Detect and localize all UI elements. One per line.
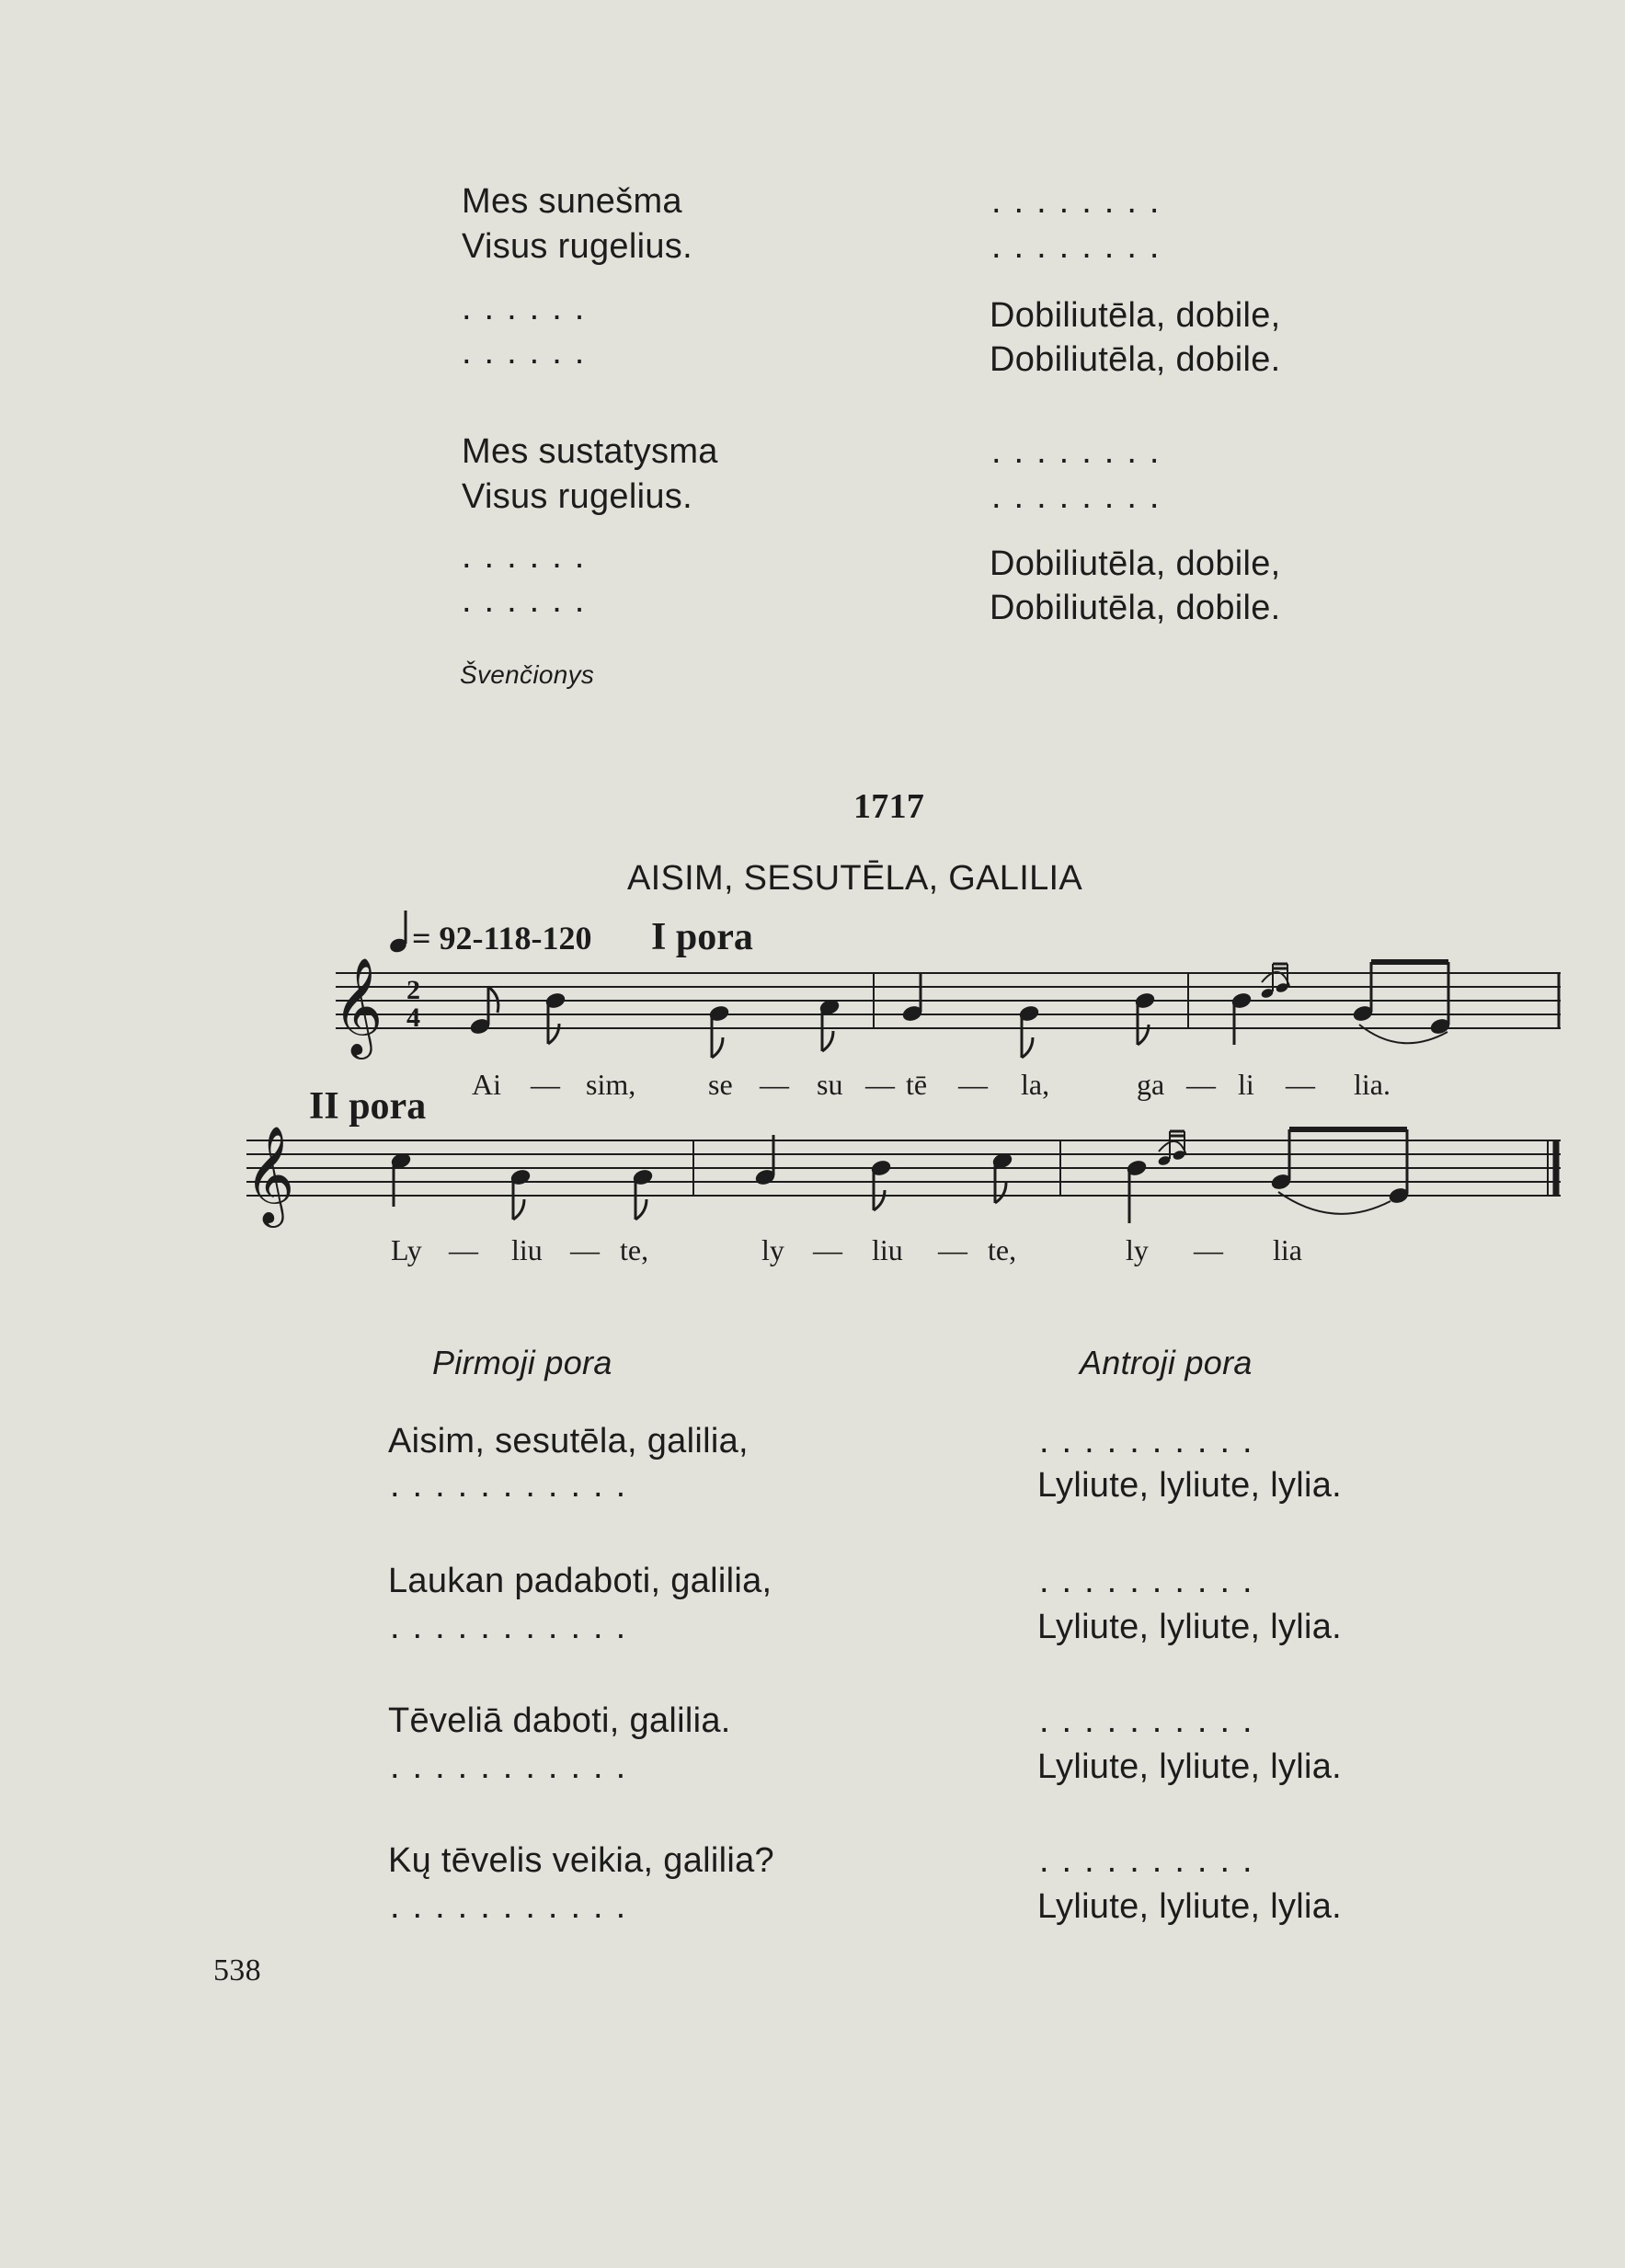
staff-1 [336,973,1561,1028]
lyric-syllable: li [1238,1068,1254,1101]
stanza-3-response: Lyliute, lyliute, lylia. [1037,1747,1343,1786]
verse-b-line-2: Visus rugelius. [462,477,692,516]
lyric-syllable: liu [872,1233,903,1266]
verse-b-refrain-2: Dobiliutēla, dobile. [990,589,1281,627]
verse-a-line-2: Visus rugelius. [462,227,692,266]
verse-a-line-1: Mes sunešma [462,182,682,221]
time-signature-top: 2 [406,975,420,1005]
stanza-4-lead: Kų tēvelis veikia, galilia? [388,1841,774,1880]
verse-a-dots-left-2: ...... [462,333,598,372]
stanza-1-response: Lyliute, lyliute, lylia. [1037,1466,1343,1505]
lyric-syllable: ly [1126,1233,1149,1266]
tempo-marking [388,911,753,958]
lyric-dash: — [531,1068,560,1101]
stanza-3-lead: Tēveliā daboti, galilia. [388,1701,731,1740]
lyric-dash: — [958,1068,988,1101]
verse-a-dots-right-1: ........ [991,182,1173,221]
stanza-4-dots-right: .......... [1039,1841,1265,1880]
time-signature-bottom: 4 [406,1002,420,1033]
stanza-1-dots-left: ........... [390,1466,639,1505]
lyric-dash: — [1286,1068,1315,1101]
staff-2 [246,1140,1561,1196]
verse-b-line-1: Mes sustatysma [462,432,718,471]
lyric-syllable: se [708,1068,733,1101]
lyric-dash: — [570,1233,600,1266]
stanza-2-response: Lyliute, lyliute, lylia. [1037,1608,1343,1646]
stanza-2-lead: Laukan padaboti, galilia, [388,1562,772,1600]
lyric-dash: — [1186,1068,1216,1101]
stanza-1-lead: Aisim, sesutēla, galilia, [388,1422,749,1460]
part-two-label: II pora [309,1085,427,1128]
lyric-dash: — [938,1233,967,1266]
lyric-syllable: lia. [1354,1068,1390,1101]
lyrics-line-2 [391,1233,1302,1266]
verse-b-dots-right-1: ........ [991,432,1173,471]
verse-b-dots-right-2: ........ [991,477,1173,516]
treble-clef-icon: 𝄞 [245,1128,295,1221]
lyric-syllable: su [817,1068,843,1101]
lyric-syllable: la, [1021,1068,1050,1101]
lyric-dash: — [1194,1233,1223,1266]
tempo-value: = 92-118-120 [412,920,592,956]
stanza-2-dots-right: .......... [1039,1562,1265,1600]
treble-clef-icon: 𝄞 [333,959,383,1053]
second-pair-heading: Antroji pora [1080,1344,1253,1381]
stanza-3-dots-left: ........... [390,1747,639,1786]
verse-b-dots-left-2: ...... [462,581,598,620]
verse-b-refrain-1: Dobiliutēla, dobile, [990,544,1281,583]
verse-a-refrain-2: Dobiliutēla, dobile. [990,340,1281,379]
verse-a-dots-left-1: ...... [462,289,598,327]
stanza-4-dots-left: ........... [390,1887,639,1926]
lyric-syllable: liu [511,1233,543,1266]
lyric-dash: — [760,1068,789,1101]
stanza-4-response: Lyliute, lyliute, lylia. [1037,1887,1343,1926]
verse-a-dots-right-2: ........ [991,227,1173,266]
song-number: 1717 [853,787,925,826]
lyric-syllable: lia [1273,1233,1302,1266]
verse-b-dots-left-1: ...... [462,537,598,576]
stanza-3-dots-right: .......... [1039,1701,1265,1740]
first-pair-heading: Pirmoji pora [432,1344,612,1381]
place-name: Švenčionys [460,660,595,689]
lyric-syllable: ga [1137,1068,1165,1101]
stanza-1-dots-right: .......... [1039,1422,1265,1460]
verse-a-refrain-1: Dobiliutēla, dobile, [990,296,1281,335]
lyric-dash: — [449,1233,478,1266]
notes-staff-2 [390,1129,1410,1223]
lyric-syllable: tē [906,1068,928,1101]
lyric-syllable: ly [761,1233,784,1266]
lyric-dash: — [813,1233,842,1266]
lyric-syllable: te, [620,1233,649,1266]
part-one-label: I pora [651,916,753,958]
song-title: AISIM, SESUTĒLA, GALILIA [627,859,1083,898]
page-number: 538 [213,1953,261,1987]
lyric-dash: — [865,1068,895,1101]
lyrics-line-1 [472,1068,1390,1101]
lyric-syllable: Ly [391,1233,422,1266]
lyric-syllable: te, [988,1233,1017,1266]
music-score [0,911,1625,1297]
lyric-syllable: Ai [472,1068,501,1101]
notes-staff-1 [469,962,1451,1058]
lyric-syllable: sim, [586,1068,636,1101]
stanza-2-dots-left: ........... [390,1608,639,1646]
